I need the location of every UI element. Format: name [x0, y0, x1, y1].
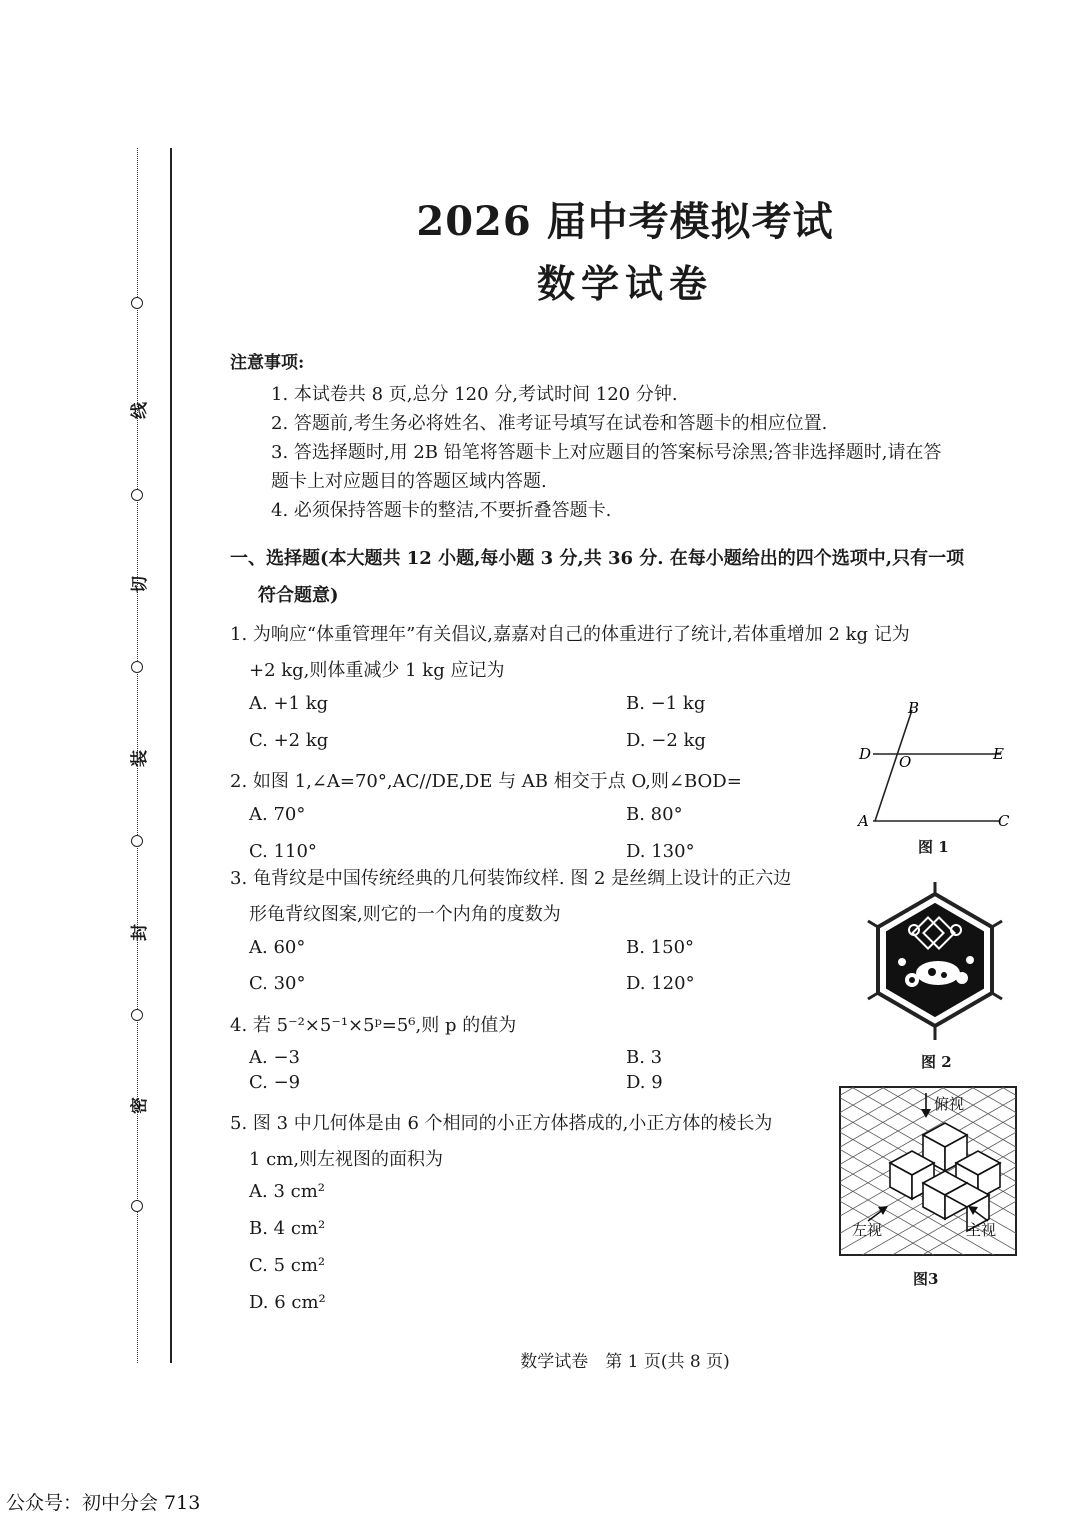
- option-b: B. 3: [626, 1047, 663, 1068]
- watermark: 公众号：初中分会 713: [6, 1492, 201, 1514]
- label-a: A: [858, 812, 869, 830]
- label-o: O: [899, 753, 912, 771]
- margin-char-zhuang: 装: [130, 750, 150, 767]
- notice-item: 1. 本试卷共 8 页,总分 120 分,考试时间 120 分钟.: [271, 384, 678, 405]
- option-c: C. 30°: [249, 973, 306, 994]
- option-d: D. 9: [626, 1072, 663, 1093]
- option-a: A. −3: [249, 1047, 300, 1068]
- notice-item: 2. 答题前,考生务必将姓名、准考证号填写在试卷和答题卡的相应位置.: [271, 413, 828, 434]
- margin-circle: [131, 661, 143, 673]
- notice-item: 4. 必须保持答题卡的整洁,不要折叠答题卡.: [271, 500, 612, 521]
- notice-heading: 注意事项:: [230, 353, 305, 373]
- question-stem: 4. 若 5⁻²×5⁻¹×5ᵖ=5⁶,则 p 的值为: [230, 1015, 517, 1036]
- option-d: D. 130°: [626, 841, 695, 862]
- option-a: A. 3 cm²: [249, 1181, 325, 1202]
- option-a: A. 70°: [249, 804, 306, 825]
- margin-circle: [131, 1009, 143, 1021]
- question-stem: +2 kg,则体重减少 1 kg 应记为: [249, 660, 505, 681]
- figure-3-caption: 图3: [913, 1270, 939, 1288]
- label-b: B: [908, 699, 920, 717]
- margin-solid-line: [170, 148, 172, 1363]
- option-d: D. 120°: [626, 973, 695, 994]
- question-stem: 5. 图 3 中几何体是由 6 个相同的小正方体搭成的,小正方体的棱长为: [230, 1113, 773, 1134]
- figure-2-caption: 图 2: [921, 1053, 952, 1071]
- margin-char-feng: 封: [130, 924, 150, 941]
- option-a: A. 60°: [249, 937, 306, 958]
- margin-char-qie: 切: [130, 576, 150, 593]
- figure-3-cubes: [838, 1085, 1020, 1259]
- option-c: C. −9: [249, 1072, 301, 1093]
- exam-subtitle: 数学试卷: [536, 261, 713, 306]
- label-e: E: [993, 745, 1004, 763]
- front-view-label: 主视: [966, 1221, 997, 1239]
- margin-circle: [131, 1200, 143, 1212]
- option-b: B. 80°: [626, 804, 683, 825]
- option-c: C. 5 cm²: [249, 1255, 326, 1276]
- question-stem: 1 cm,则左视图的面积为: [249, 1149, 444, 1170]
- option-b: B. 150°: [626, 937, 695, 958]
- option-b: B. 4 cm²: [249, 1218, 326, 1239]
- label-c: C: [998, 812, 1010, 830]
- option-b: B. −1 kg: [626, 693, 706, 714]
- notice-item: 题卡上对应题目的答题区域内答题.: [271, 471, 547, 492]
- question-stem: 2. 如图 1,∠A=70°,AC//DE,DE 与 AB 相交于点 O,则∠BOD=: [230, 771, 742, 792]
- margin-circle: [131, 489, 143, 501]
- option-d: D. −2 kg: [626, 730, 706, 751]
- question-stem: 3. 龟背纹是中国传统经典的几何装饰纹样. 图 2 是丝绸上设计的正六边: [230, 868, 792, 889]
- figure-2-hexagon-pattern: [862, 880, 1008, 1046]
- top-view-label: 俯视: [934, 1095, 965, 1113]
- question-stem: 形龟背纹图案,则它的一个内角的度数为: [249, 904, 561, 925]
- option-a: A. +1 kg: [249, 693, 329, 714]
- option-c: C. +2 kg: [249, 730, 329, 751]
- exam-title: 2026 届中考模拟考试: [416, 198, 834, 245]
- notice-item: 3. 答选择题时,用 2B 铅笔将答题卡上对应题目的答案标号涂黑;答非选择题时,请在答: [271, 442, 942, 463]
- option-c: C. 110°: [249, 841, 317, 862]
- margin-circle: [131, 835, 143, 847]
- label-d: D: [859, 745, 872, 763]
- question-stem: 1. 为响应“体重管理年”有关倡议,嘉嘉对自己的体重进行了统计,若体重增加 2 kg 记为: [230, 624, 910, 645]
- margin-char-mi: 密: [130, 1097, 150, 1114]
- margin-char-xian: 线: [130, 402, 150, 419]
- section-heading-cont: 符合题意): [258, 585, 339, 606]
- section-heading: 一、选择题(本大题共 12 小题,每小题 3 分,共 36 分. 在每小题给出的四个选项中,只有一项: [230, 548, 965, 569]
- option-d: D. 6 cm²: [249, 1292, 326, 1313]
- left-view-label: 左视: [852, 1221, 883, 1239]
- page-footer: 数学试卷 第 1 页(共 8 页): [520, 1352, 730, 1372]
- figure-1-caption: 图 1: [918, 838, 949, 856]
